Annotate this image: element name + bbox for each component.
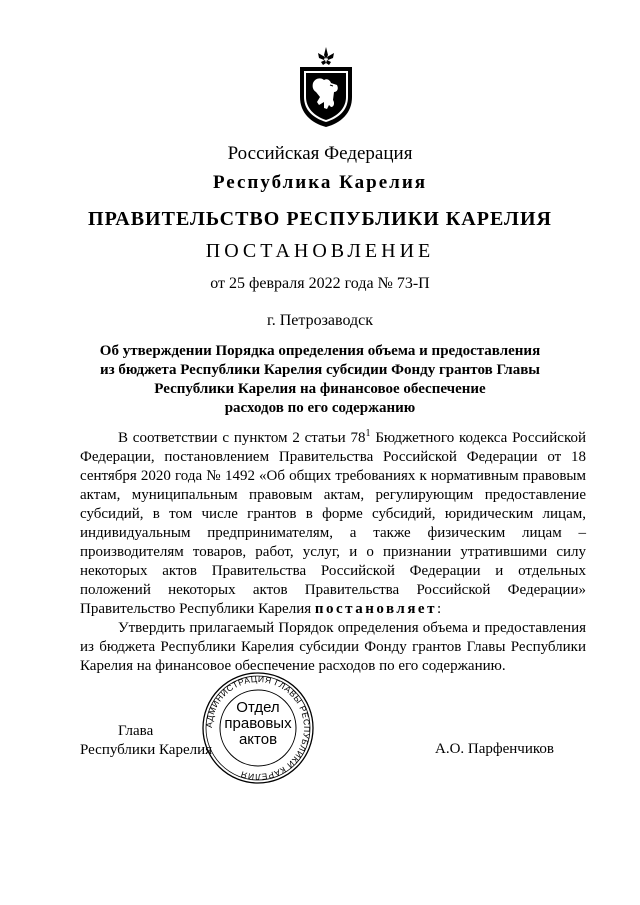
preamble-text-start: В соответствии с пунктом 2 статьи 78 (118, 430, 366, 446)
preamble-end: : (436, 601, 442, 617)
coat-of-arms-emblem (297, 45, 355, 129)
resolves-word: постановляет (314, 601, 437, 617)
signatory-post-line2: Республики Карелия (80, 742, 213, 758)
paragraph-resolution: Утвердить прилагаемый Порядок определения объема и предоставления из бюджета Республики Карелия субсидии Фонду грантов Главы Республики Карелия на финансовое обеспечение расходов по его содержанию. (80, 620, 586, 674)
signatory-post-line1: Глава (118, 723, 154, 739)
signatory-post (80, 722, 212, 760)
preamble-text: Бюджетного кодекса Российской Федерации, постановлением Правительства Российской Федерации от 18 сентября 2020 года № 1492 «Об общих требованиях к нормативным правовым актам, муниципальным правовым актам, регулирующим предоставление субсидий, в том числе грантов в форме субсидий, юридическим лицам, индивидуальным предпринимателям, а также физическим лицам – производителям товаров, работ, услуг, и о признании утратившими силу некоторых актов Правительства Российской Федерации и отдельных положений некоторых актов Правительства Российской Федерации» Правительство Республики Карелия (80, 430, 587, 617)
stamp-center-text (212, 700, 304, 748)
title-line: Республики Карелия на финансовое обеспечение (154, 381, 486, 397)
stamp-line: Отдел (236, 699, 280, 716)
body-text (80, 429, 586, 676)
paragraph-preamble (80, 429, 586, 619)
stamp-line: правовых (224, 715, 292, 732)
document-title (0, 342, 640, 418)
signatory-name: А.О. Парфенчиков (435, 741, 554, 757)
stamp-ring-text: АДМИНИСТРАЦИЯ ГЛАВЫ РЕСПУБЛИКИ КАРЕЛИЯ (203, 673, 313, 783)
date-and-number: от 25 февраля 2022 года № 73-П (210, 275, 430, 292)
title-line: Об утверждении Порядка определения объема и предоставления (99, 343, 541, 359)
city: г. Петрозаводск (266, 312, 374, 329)
title-line: расходов по его содержанию (224, 400, 416, 416)
government-name: ПРАВИТЕЛЬСТВО РЕСПУБЛИКИ КАРЕЛИЯ (88, 208, 552, 230)
country-name: Российская Федерация (227, 143, 413, 164)
republic-name: Республика Карелия (212, 172, 428, 193)
article-superscript: 1 (365, 428, 371, 439)
title-line: из бюджета Республики Карелия субсидии Фонду грантов Главы (99, 362, 541, 378)
document-type: ПОСТАНОВЛЕНИЕ (205, 240, 435, 262)
stamp-line: актов (238, 731, 278, 748)
